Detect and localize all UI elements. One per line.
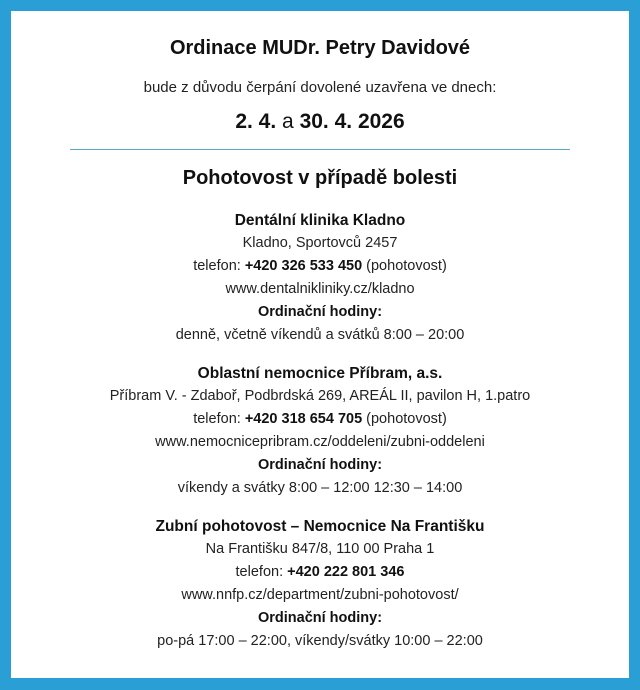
phone-prefix: telefon: (193, 258, 245, 274)
notice-title: Ordinace MUDr. Petry Davidové (169, 37, 471, 59)
clinic-phone (11, 561, 629, 584)
notice-card (11, 11, 629, 678)
date-to: 30. 4. 2026 (299, 110, 405, 133)
emergency-heading: Pohotovost v případě bolesti (182, 167, 458, 189)
clinic-kladno (11, 209, 629, 347)
clinic-hours: víkendy a svátky 8:00 – 12:00 12:30 – 14:00 (177, 480, 463, 496)
clinic-website[interactable]: www.dentalnikliniky.cz/kladno (225, 281, 415, 297)
phone-suffix: (pohotovost) (362, 411, 447, 427)
date-from: 2. 4. (235, 110, 277, 133)
clinic-website[interactable]: www.nnfp.cz/department/zubni-pohotovost/ (181, 587, 459, 603)
phone-number[interactable]: +420 326 533 450 (244, 258, 363, 274)
clinic-phone (11, 255, 629, 278)
clinic-phone (11, 408, 629, 431)
hours-label: Ordinační hodiny: (257, 304, 383, 320)
hours-label: Ordinační hodiny: (257, 610, 383, 626)
notice-subtitle: bude z důvodu čerpání dovolené uzavřena ve dnech: (143, 79, 497, 96)
clinic-address: Příbram V. - Zdaboř, Podbrdská 269, AREÁL II, pavilon H, 1.patro (109, 388, 531, 404)
clinic-hours: po-pá 17:00 – 22:00, víkendy/svátky 10:00 – 22:00 (157, 633, 483, 649)
phone-prefix: telefon: (235, 564, 288, 580)
phone-prefix: telefon: (193, 411, 245, 427)
clinic-name: Oblastní nemocnice Příbram, a.s. (197, 365, 443, 382)
divider (70, 149, 570, 150)
date-conjunction: a (282, 110, 294, 133)
clinic-website[interactable]: www.nemocnicepribram.cz/oddeleni/zubni-oddeleni (155, 434, 485, 450)
clinic-name: Zubní pohotovost – Nemocnice Na Františku (155, 518, 485, 535)
clinic-pribram (11, 362, 629, 500)
phone-number[interactable]: +420 222 801 346 (287, 564, 405, 580)
clinic-name: Dentální klinika Kladno (234, 212, 406, 229)
clinic-na-frantisku (11, 515, 629, 653)
clinic-hours: denně, včetně víkendů a svátků 8:00 – 20:00 (175, 327, 465, 343)
clinic-address: Na Františku 847/8, 110 00 Praha 1 (205, 541, 435, 557)
phone-number[interactable]: +420 318 654 705 (244, 411, 363, 427)
hours-label: Ordinační hodiny: (257, 457, 383, 473)
phone-suffix: (pohotovost) (362, 258, 447, 274)
closure-dates (11, 110, 629, 134)
clinic-address: Kladno, Sportovců 2457 (242, 235, 398, 251)
